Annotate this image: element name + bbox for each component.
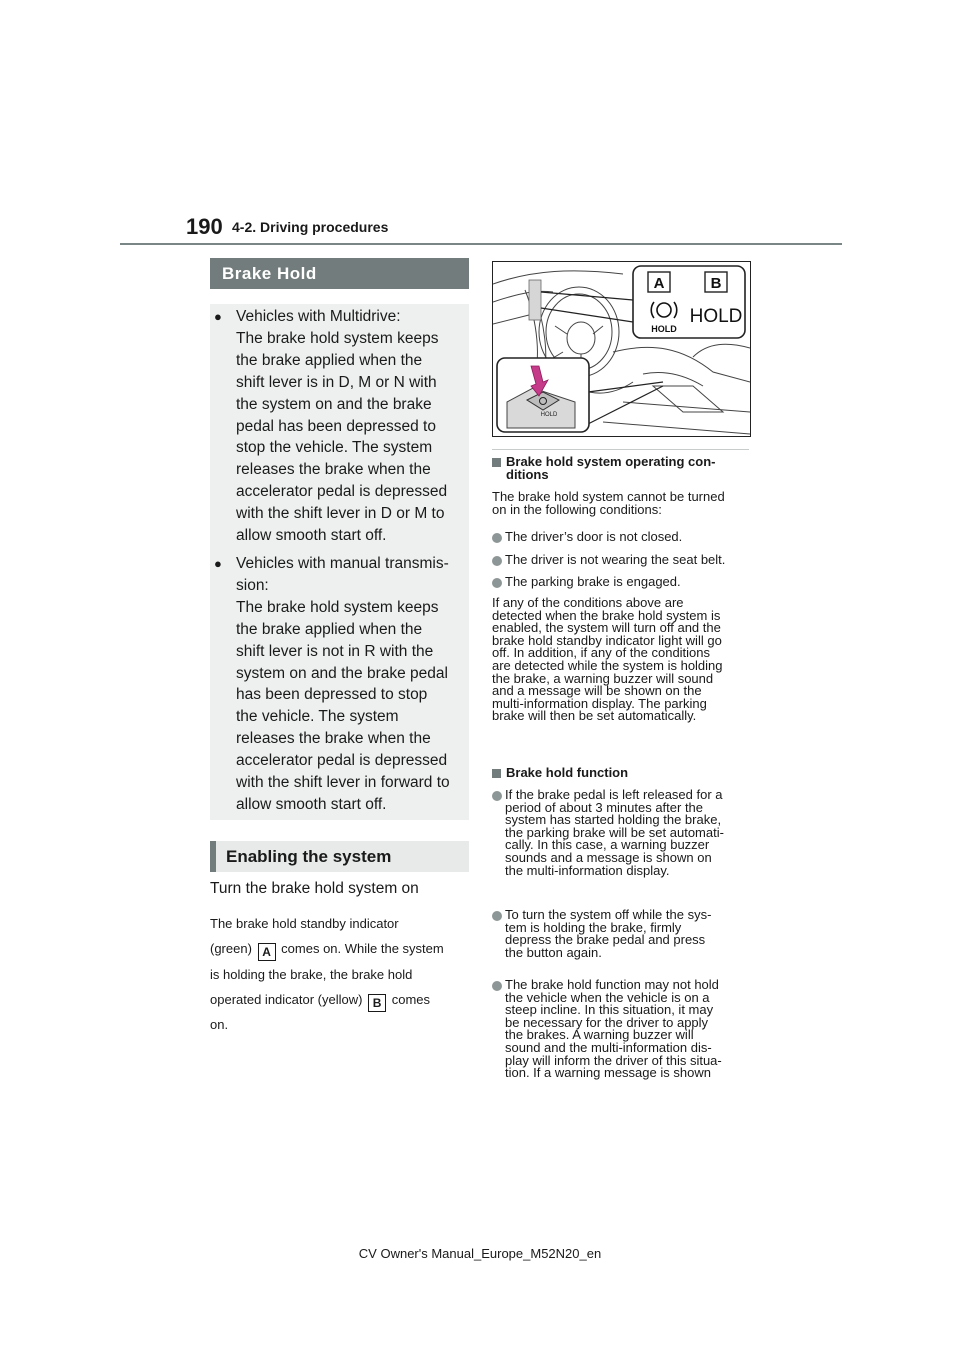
- operating-conditions-heading: Brake hold system operating con- ditions: [506, 454, 716, 482]
- enable-step: Turn the brake hold system on: [210, 880, 419, 897]
- square-bullet-icon: [492, 769, 501, 778]
- circle-bullet-icon: [492, 791, 502, 801]
- function-note-timeout: If the brake pedal is left released for a period of about 3 minutes after the system has started holding the brake, the parking brake will be set automati- cally. In this case, a warning buzzer sounds and a message is shown on the multi-information display.: [505, 787, 724, 878]
- circle-bullet-icon: [492, 981, 502, 991]
- illus-label-b: B: [710, 275, 722, 292]
- enable-description: The brake hold standby indicator (green) A comes on. While the system is holding the brake, the brake hold operated indicator (yellow) B comes on.: [210, 916, 444, 1033]
- brake-hold-heading: Brake Hold: [210, 258, 469, 289]
- function-note-incline: The brake hold function may not hold the vehicle when the vehicle is on a steep incline. In this situation, it may be necessary for the driver to apply the brakes. A warning buzzer will sound and the multi-information dis- play will inform the driver of this situa- tion. If a warning message is shown: [505, 977, 722, 1081]
- svg-text:HOLD: HOLD: [651, 324, 677, 334]
- manual-transmission-description: Vehicles with manual transmis- sion: The brake hold system keeps the brake applied when the shift lever is not in R with the system on and the brake pedal has been depressed to stop the vehicle. The system releases the brake when the accelerator pedal is depressed with the shift lever in forward to allow smooth start off.: [236, 555, 450, 813]
- multidrive-description: Vehicles with Multidrive: The brake hold system keeps the brake applied when the shift lever is in D, M or N with the system on and the brake pedal has been depressed to stop the vehicle. The system releases the brake when the accelerator pedal is depressed with the shift lever in D or M to allow smooth start off.: [236, 308, 448, 545]
- circle-bullet-icon: [492, 556, 502, 566]
- bullet-dot-icon: ●: [214, 309, 222, 324]
- label-a-key: A: [258, 943, 276, 961]
- brake-hold-illustration: [492, 261, 751, 437]
- svg-text:HOLD: HOLD: [540, 412, 558, 418]
- brake-hold-function-heading: Brake hold function: [506, 765, 629, 780]
- conditions-paragraph: If any of the conditions above are detected when the brake hold system is enabled, the system will turn off and the brake hold standby indicator light will go off. In addition, if any of the conditions are detected while the system is holding the brake, a warning buzzer will sound and a message will be shown on the multi-information display. The parking brake will then be set automatically.: [492, 595, 723, 724]
- manual-footer: CV Owner's Manual_Europe_M52N20_en: [358, 1246, 602, 1261]
- function-note-turn-off: To turn the system off while the sys- tem is holding the brake, firmly depress the brake pedal and press the button again.: [505, 907, 712, 960]
- condition-parking-brake: The parking brake is engaged.: [505, 574, 681, 589]
- condition-seat-belt: The driver is not wearing the seat belt.: [505, 552, 726, 567]
- brake-hold-operated-text: HOLD: [689, 306, 743, 327]
- bullet-dot-icon: ●: [214, 556, 222, 571]
- illustration-divider: [492, 449, 749, 450]
- condition-door: The driver’s door is not closed.: [505, 529, 683, 544]
- square-bullet-icon: [492, 458, 501, 467]
- operating-conditions-intro: The brake hold system cannot be turned on in the following conditions:: [492, 489, 725, 517]
- circle-bullet-icon: [492, 533, 502, 543]
- label-b-key: B: [368, 994, 386, 1012]
- enabling-system-heading: Enabling the system: [210, 841, 469, 872]
- page-number: 190: [186, 214, 223, 239]
- header-divider: [120, 243, 842, 245]
- illus-label-a: A: [653, 275, 665, 292]
- circle-bullet-icon: [492, 911, 502, 921]
- circle-bullet-icon: [492, 578, 502, 588]
- section-title: 4-2. Driving procedures: [232, 219, 389, 235]
